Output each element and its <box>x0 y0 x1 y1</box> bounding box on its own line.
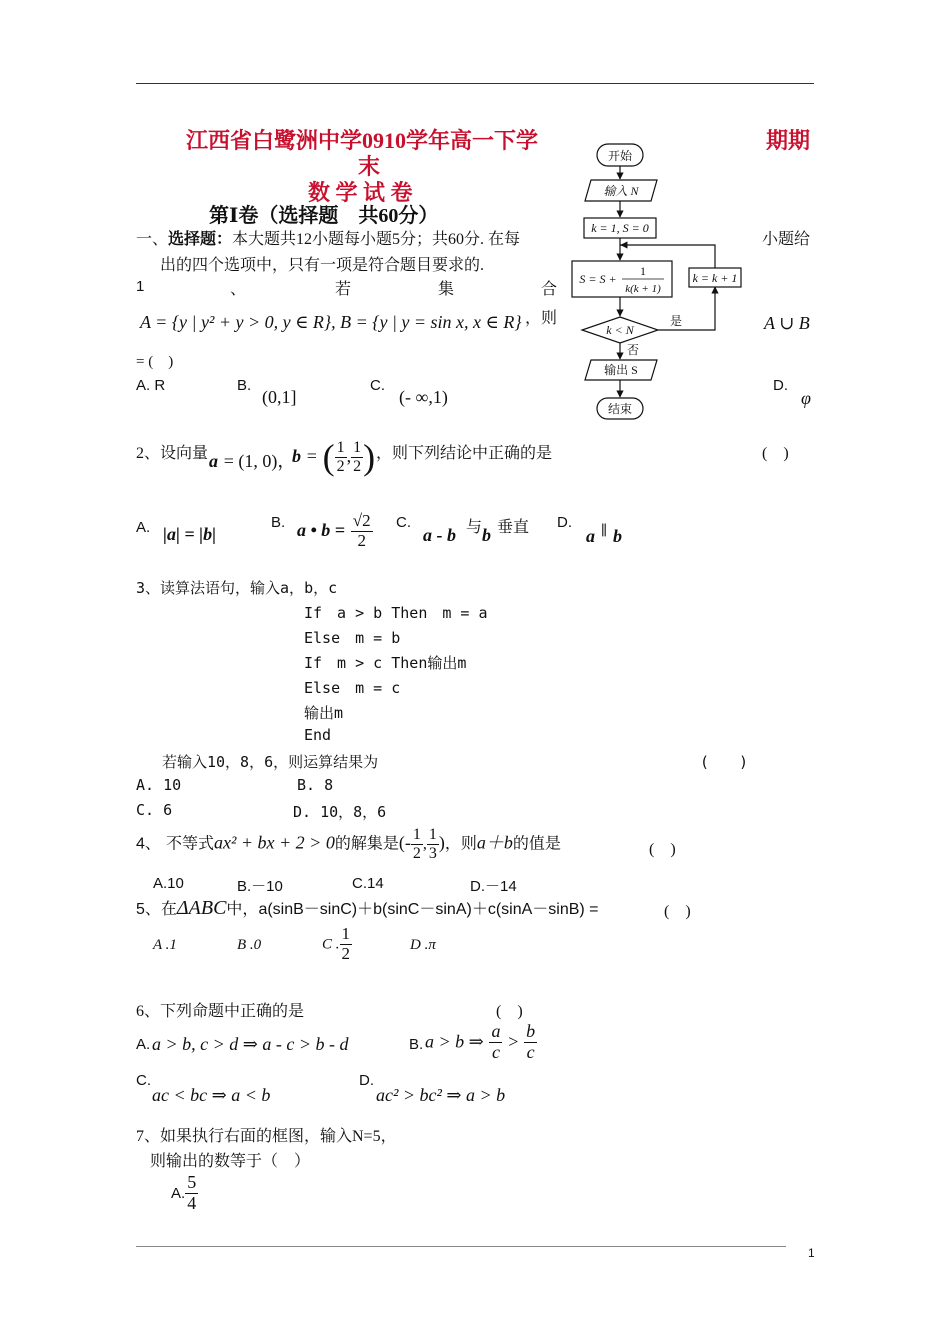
q5-optC-num: 1 <box>341 924 351 943</box>
q3-code-line: Else m = b <box>304 629 401 647</box>
intro-bold: 选择题： <box>168 231 233 248</box>
flowchart <box>560 135 760 425</box>
q2-stem: 2、设向量 <box>136 445 209 462</box>
q3-paren: ( ) <box>700 753 749 771</box>
q6-optB-b: b <box>526 1021 536 1041</box>
q4-d1: 2 <box>412 844 421 862</box>
q2-sep: ， <box>277 451 296 471</box>
q6-optA-label: A. <box>136 1036 151 1053</box>
q1-comma: 、 <box>230 281 247 298</box>
intro-line1-right: 小题给 <box>762 231 811 248</box>
q4-optA: A.10 <box>153 875 184 892</box>
q6-stem: 6、下列命题中正确的是 <box>136 1003 305 1020</box>
q2-optB-den: 2 <box>357 530 366 550</box>
q4-tail-pre: ，则 <box>444 835 477 853</box>
q4-mid: 的解集是 <box>334 835 399 853</box>
q6-optB-c2: c <box>526 1041 535 1062</box>
q1-union: A ∪ B <box>764 313 810 333</box>
q4-num: 4、 <box>136 835 161 853</box>
q1-optB-label: B. <box>237 377 252 394</box>
q2-a-symbol: a <box>209 451 218 471</box>
q2-tail: ，则下列结论中正确的是 <box>376 445 553 462</box>
q3-optC: C. 6 <box>136 801 173 819</box>
q2-optC-b: b <box>482 525 491 545</box>
q2-optB-lhs: a • b = <box>297 520 346 541</box>
q1-optC-label: C. <box>370 377 385 394</box>
q5-optB: B .0 <box>237 937 262 953</box>
q7-optA-num: 5 <box>187 1172 197 1192</box>
q7-optA-den: 4 <box>187 1192 197 1213</box>
q1-num: 1 <box>136 278 145 295</box>
q5-triangle: ΔABC <box>176 897 227 919</box>
q6-optD-val: ac² > bc² ⇒ a > b <box>376 1085 506 1105</box>
header-rule <box>136 83 814 84</box>
q2-a-value: = (1, 0) <box>223 451 278 471</box>
q2-b-x-den: 2 <box>336 457 345 475</box>
footer-rule <box>136 1246 786 1247</box>
q1-sets: A = {y | y² + y > 0, y ∈ R}, B = {y | y = sin x, x ∈ R} <box>140 312 522 332</box>
intro-line1 <box>136 226 520 249</box>
q1-optB-val: (0,1] <box>262 387 297 407</box>
q7-optA <box>171 1173 198 1214</box>
q1-optD-val: φ <box>801 388 811 408</box>
q2-paren: ( ) <box>762 445 789 462</box>
q6-optB-c: c <box>491 1041 500 1062</box>
q2-b-symbol: b <box>292 446 301 466</box>
q6-optB-gt: > <box>508 1031 519 1052</box>
q2-b-x-num: 1 <box>336 438 345 456</box>
flow-increment-label: k = k + 1 <box>692 271 738 285</box>
flow-yes-label: 是 <box>669 314 683 328</box>
q6-optC-label: C. <box>136 1072 151 1089</box>
q6-optB-a: a <box>491 1021 501 1041</box>
q3-code-line: If a > b Then m = a <box>304 604 488 622</box>
q2-optD-label: D. <box>557 514 572 531</box>
q6-paren: ( ) <box>496 1003 523 1020</box>
q1-optD-label: D. <box>773 377 788 394</box>
q5-optD: D .π <box>410 937 436 953</box>
q4-n2: 1 <box>428 826 437 843</box>
q3-stem: 3、读算法语句，输入a，b，c <box>136 579 338 597</box>
q2-optB-val <box>297 512 373 550</box>
flow-no-label: 否 <box>626 343 640 357</box>
q4-ineq: ax² + bx + 2 > 0 <box>214 832 335 853</box>
q7-optA-label: A. <box>171 1184 186 1202</box>
q4-paren: ( ) <box>649 841 676 858</box>
q1-word2: 集 <box>438 281 455 298</box>
q1-eq: = ( ) <box>136 354 174 370</box>
q2-optC-tail: 垂直 <box>497 519 530 536</box>
q3-code-line: If m > c Then输出m <box>304 654 467 672</box>
exam-title-line1: 江西省白鹭洲中学0910学年高一下学 <box>186 128 539 153</box>
q4-lpar: (- <box>398 832 411 853</box>
flow-assign-pre: S = S + <box>579 272 617 286</box>
q1-word1: 若 <box>335 281 352 298</box>
exam-title-right: 期期 <box>766 128 811 153</box>
intro-text1: 本大题共12小题每小题5分；共60分. 在每 <box>232 231 521 248</box>
q3-optA: A. 10 <box>136 776 182 794</box>
q4-comma: , <box>422 835 427 853</box>
q4-n1: 1 <box>412 826 421 843</box>
q2-b-y-num: 1 <box>353 438 362 456</box>
exam-title-line3: 数 学 试 卷 <box>308 180 413 205</box>
q2-vector-a <box>209 447 295 473</box>
q3-optD: D. 10，8，6 <box>293 803 387 821</box>
flow-output-label: 输出 S <box>604 363 638 377</box>
q4-tail-expr: a＋b <box>476 832 513 853</box>
q7-stem1: 7、如果执行右面的框图，输入N=5， <box>136 1128 397 1145</box>
q5-line <box>136 896 599 920</box>
q4-d2: 3 <box>428 844 437 862</box>
q4-optC: C.14 <box>352 875 384 892</box>
q6-optB-label: B. <box>409 1036 424 1053</box>
q2-optD-a: a <box>586 526 595 546</box>
q5-optA: A .1 <box>153 937 177 953</box>
q4-rpar: ) <box>438 832 445 853</box>
q5-paren: ( ) <box>664 903 691 920</box>
q2-optC-label: C. <box>396 514 411 531</box>
q6-optD-label: D. <box>359 1072 374 1089</box>
q6-optB-val <box>425 1022 537 1063</box>
q3-code-line: Else m = c <box>304 679 401 697</box>
q1-word3: 合 <box>541 281 558 298</box>
q3-code-line: 输出m <box>304 704 344 722</box>
section-heading: 第Ⅰ卷（选择题 共60分） <box>209 205 439 227</box>
exam-title-line2: 末 <box>358 154 381 179</box>
flow-end-label: 结束 <box>607 402 633 416</box>
q2-optC-with: 与 <box>466 519 483 536</box>
q2-optD-val <box>586 523 622 547</box>
q2-optD-b: b <box>612 526 622 546</box>
q5-num: 5、在 <box>136 901 177 918</box>
q6-optA-val: a > b, c > d ⇒ a - c > b - d <box>152 1034 349 1054</box>
q4-optD: D.－14 <box>470 878 517 895</box>
q2-optA-val: |a| = |b| <box>163 524 217 544</box>
q1-optC-val: (- ∞,1) <box>399 387 448 407</box>
q6-optC-val: ac < bc ⇒ a < b <box>152 1085 271 1105</box>
q1-ze: ，则 <box>525 310 558 327</box>
q4-pre: 不等式 <box>166 835 215 853</box>
flow-start-label: 开始 <box>607 149 633 163</box>
flow-init-label: k = 1, S = 0 <box>591 221 649 235</box>
flow-assign-num: 1 <box>640 264 646 278</box>
q5-expr: a(sinB－sinC)＋b(sinC－sinA)＋c(sinA－sinB) = <box>258 901 599 918</box>
q5-optC-den: 2 <box>341 943 351 963</box>
q2-b-y-den: 2 <box>353 457 362 475</box>
q2-optB-num: √2 <box>352 511 371 530</box>
q5-optC-label: C . <box>322 936 340 953</box>
intro-lead: 一、 <box>136 231 169 248</box>
q2-b-eq: = <box>306 446 317 466</box>
q3-code-line: End <box>304 726 332 744</box>
q7-stem2: 则输出的数等于（ ） <box>150 1153 311 1170</box>
q2-optC-val: a - b <box>423 525 456 545</box>
q2-vector-b: b = ( $\frac{1}{2}$ , $\frac{1}{2}$ ) <box>292 437 376 477</box>
q1-optA: A. R <box>136 377 166 394</box>
flow-assign-den: k(k + 1) <box>625 283 661 295</box>
q4-tail-post: 的值是 <box>512 835 561 853</box>
flow-condition-label: k < N <box>606 323 634 337</box>
q4-optB: B.－10 <box>237 878 283 895</box>
q3-optB: B. 8 <box>297 776 334 794</box>
q5-zhong: 中， <box>226 901 259 918</box>
q2-optD-par: ∥ <box>600 524 608 539</box>
q6-optB-pre: a > b ⇒ <box>425 1031 484 1052</box>
q3-ask: 若输入10，8，6，则运算结果为 <box>162 753 379 771</box>
q2-optA-label: A. <box>136 519 151 536</box>
q2-optB-label: B. <box>271 514 286 531</box>
flow-input-label: 输入 N <box>603 184 639 198</box>
q4-line <box>136 826 561 862</box>
page-number: 1 <box>808 1246 815 1260</box>
q5-optC <box>322 925 352 963</box>
intro-line2: 出的四个选项中，只有一项是符合题目要求的. <box>160 257 485 274</box>
